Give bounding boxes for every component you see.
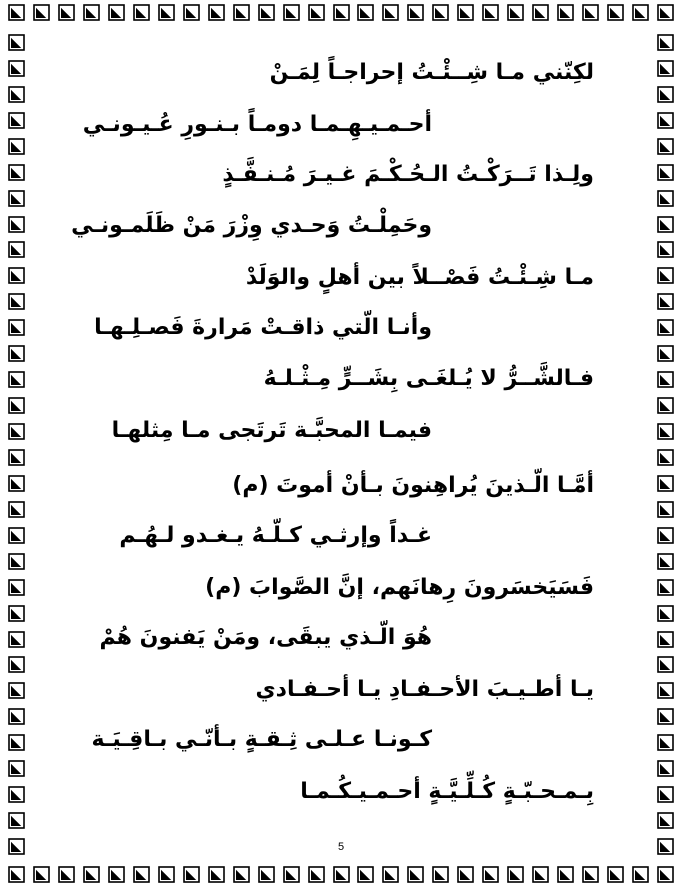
diagonal-split-square-icon (108, 4, 125, 21)
diagonal-split-square-icon (58, 866, 75, 883)
diagonal-split-square-icon (657, 527, 674, 544)
diagonal-split-square-icon (8, 734, 25, 751)
diagonal-split-square-icon (657, 786, 674, 803)
diagonal-split-square-icon (8, 605, 25, 622)
diagonal-split-square-icon (657, 605, 674, 622)
diagonal-split-square-icon (83, 866, 100, 883)
verse-line: هُوَ الّـذي يبقَى، ومَنْ يَفنونَ هُمْ (99, 625, 432, 650)
diagonal-split-square-icon (8, 164, 25, 181)
diagonal-split-square-icon (283, 866, 300, 883)
verse-line: غـداً وإرثـي كـلّـهُ يـغـدو لـهُـم (119, 523, 432, 548)
diagonal-split-square-icon (133, 4, 150, 21)
diagonal-split-square-icon (657, 138, 674, 155)
diagonal-split-square-icon (8, 86, 25, 103)
diagonal-split-square-icon (657, 449, 674, 466)
diagonal-split-square-icon (657, 734, 674, 751)
diagonal-split-square-icon (407, 4, 424, 21)
diagonal-split-square-icon (657, 475, 674, 492)
diagonal-split-square-icon (8, 786, 25, 803)
diagonal-split-square-icon (258, 4, 275, 21)
diagonal-split-square-icon (8, 34, 25, 51)
diagonal-split-square-icon (8, 371, 25, 388)
diagonal-split-square-icon (507, 4, 524, 21)
diagonal-split-square-icon (8, 267, 25, 284)
diagonal-split-square-icon (108, 866, 125, 883)
diagonal-split-square-icon (657, 501, 674, 518)
diagonal-split-square-icon (657, 216, 674, 233)
diagonal-split-square-icon (158, 866, 175, 883)
diagonal-split-square-icon (657, 553, 674, 570)
page-number: 5 (337, 841, 345, 853)
verse-line: فَسَيَخسَرونَ رِهانَهم، إنَّ الصَّوابَ (م) (205, 575, 594, 600)
diagonal-split-square-icon (657, 164, 674, 181)
diagonal-split-square-icon (482, 866, 499, 883)
diagonal-split-square-icon (657, 60, 674, 77)
diagonal-split-square-icon (8, 138, 25, 155)
diagonal-split-square-icon (308, 866, 325, 883)
diagonal-split-square-icon (8, 60, 25, 77)
diagonal-split-square-icon (233, 4, 250, 21)
diagonal-split-square-icon (258, 866, 275, 883)
diagonal-split-square-icon (58, 4, 75, 21)
diagonal-split-square-icon (8, 475, 25, 492)
diagonal-split-square-icon (8, 656, 25, 673)
diagonal-split-square-icon (8, 760, 25, 777)
verse-line: وحَمِلْـتُ وَحـدي وِزْرَ مَنْ ظَلَمـونـي (71, 213, 432, 238)
verse-line: فـالشَّــرُّ لا يُـلغَـى بِشَــرٍّ مِـثْـلـهُ (263, 366, 594, 391)
diagonal-split-square-icon (582, 866, 599, 883)
diagonal-split-square-icon (8, 190, 25, 207)
diagonal-split-square-icon (657, 34, 674, 51)
diagonal-split-square-icon (8, 449, 25, 466)
diagonal-split-square-icon (33, 866, 50, 883)
diagonal-split-square-icon (657, 423, 674, 440)
diagonal-split-square-icon (333, 4, 350, 21)
diagonal-split-square-icon (407, 866, 424, 883)
diagonal-split-square-icon (382, 866, 399, 883)
diagonal-split-square-icon (657, 631, 674, 648)
diagonal-split-square-icon (657, 397, 674, 414)
diagonal-split-square-icon (507, 866, 524, 883)
diagonal-split-square-icon (158, 4, 175, 21)
diagonal-split-square-icon (133, 866, 150, 883)
diagonal-split-square-icon (432, 866, 449, 883)
diagonal-split-square-icon (657, 812, 674, 829)
diagonal-split-square-icon (308, 4, 325, 21)
diagonal-split-square-icon (382, 4, 399, 21)
diagonal-split-square-icon (657, 371, 674, 388)
diagonal-split-square-icon (8, 631, 25, 648)
diagonal-split-square-icon (8, 293, 25, 310)
diagonal-split-square-icon (8, 708, 25, 725)
diagonal-split-square-icon (657, 656, 674, 673)
diagonal-split-square-icon (432, 4, 449, 21)
diagonal-split-square-icon (657, 319, 674, 336)
diagonal-split-square-icon (8, 553, 25, 570)
verse-line: وأنـا الّتي ذاقـتْ مَرارةَ فَصـلِـهـا (94, 315, 432, 340)
verse-line: يـا أطـيـبَ الأحـفـادِ يـا أحـفـادي (255, 677, 594, 702)
verse-line: أمَّـا الّـذينَ يُراهِنونَ بـأنْ أموتَ (م) (232, 473, 594, 498)
diagonal-split-square-icon (532, 866, 549, 883)
diagonal-split-square-icon (83, 4, 100, 21)
diagonal-split-square-icon (8, 397, 25, 414)
diagonal-split-square-icon (283, 4, 300, 21)
verse-line: مـا شِـئْـتُ فَصْــلاً بين أهلٍ والوَلَدْ (245, 265, 594, 290)
diagonal-split-square-icon (657, 682, 674, 699)
diagonal-split-square-icon (632, 4, 649, 21)
diagonal-split-square-icon (8, 812, 25, 829)
diagonal-split-square-icon (8, 241, 25, 258)
diagonal-split-square-icon (532, 4, 549, 21)
diagonal-split-square-icon (8, 527, 25, 544)
diagonal-split-square-icon (183, 866, 200, 883)
diagonal-split-square-icon (8, 682, 25, 699)
diagonal-split-square-icon (357, 866, 374, 883)
diagonal-split-square-icon (482, 4, 499, 21)
diagonal-split-square-icon (607, 4, 624, 21)
diagonal-split-square-icon (8, 4, 25, 21)
diagonal-split-square-icon (657, 241, 674, 258)
diagonal-split-square-icon (8, 345, 25, 362)
verse-line: فيمـا المحبَّـة تَرتَجى مـا مِثلهـا (111, 418, 432, 443)
diagonal-split-square-icon (657, 866, 674, 883)
diagonal-split-square-icon (657, 4, 674, 21)
diagonal-split-square-icon (8, 319, 25, 336)
diagonal-split-square-icon (582, 4, 599, 21)
diagonal-split-square-icon (8, 423, 25, 440)
poem-body (60, 48, 622, 828)
diagonal-split-square-icon (208, 4, 225, 21)
verse-line: لكِنّني مـا شِــئْـتُ إحراجـاً لِمَـنْ (269, 60, 594, 85)
diagonal-split-square-icon (657, 112, 674, 129)
diagonal-split-square-icon (357, 4, 374, 21)
diagonal-split-square-icon (8, 216, 25, 233)
diagonal-split-square-icon (657, 708, 674, 725)
verse-line: ولِـذا تَــرَكْـتُ الـحُـكْـمَ غـيـرَ مُـنـفَّـذٍ (222, 162, 594, 187)
diagonal-split-square-icon (657, 86, 674, 103)
diagonal-split-square-icon (657, 579, 674, 596)
diagonal-split-square-icon (657, 760, 674, 777)
diagonal-split-square-icon (457, 4, 474, 21)
diagonal-split-square-icon (657, 345, 674, 362)
diagonal-split-square-icon (8, 112, 25, 129)
diagonal-split-square-icon (183, 4, 200, 21)
diagonal-split-square-icon (557, 866, 574, 883)
diagonal-split-square-icon (557, 4, 574, 21)
diagonal-split-square-icon (657, 293, 674, 310)
diagonal-split-square-icon (657, 190, 674, 207)
verse-line: كـونـا عـلـى ثِـقـةٍ بـأنّـي بـاقِـيَـة (91, 727, 432, 752)
diagonal-split-square-icon (8, 501, 25, 518)
diagonal-split-square-icon (632, 866, 649, 883)
diagonal-split-square-icon (457, 866, 474, 883)
diagonal-split-square-icon (8, 866, 25, 883)
diagonal-split-square-icon (657, 267, 674, 284)
diagonal-split-square-icon (607, 866, 624, 883)
diagonal-split-square-icon (333, 866, 350, 883)
verse-line: بِـمـحـبّـةٍ كُـلِّـيَّـةٍ أحـمـيـكُـمـا (300, 779, 594, 804)
diagonal-split-square-icon (208, 866, 225, 883)
diagonal-split-square-icon (33, 4, 50, 21)
diagonal-split-square-icon (8, 579, 25, 596)
verse-line: أحـمـيـهِـمـا دومـاً بـنـورِ عُـيـونـي (82, 112, 432, 137)
diagonal-split-square-icon (233, 866, 250, 883)
